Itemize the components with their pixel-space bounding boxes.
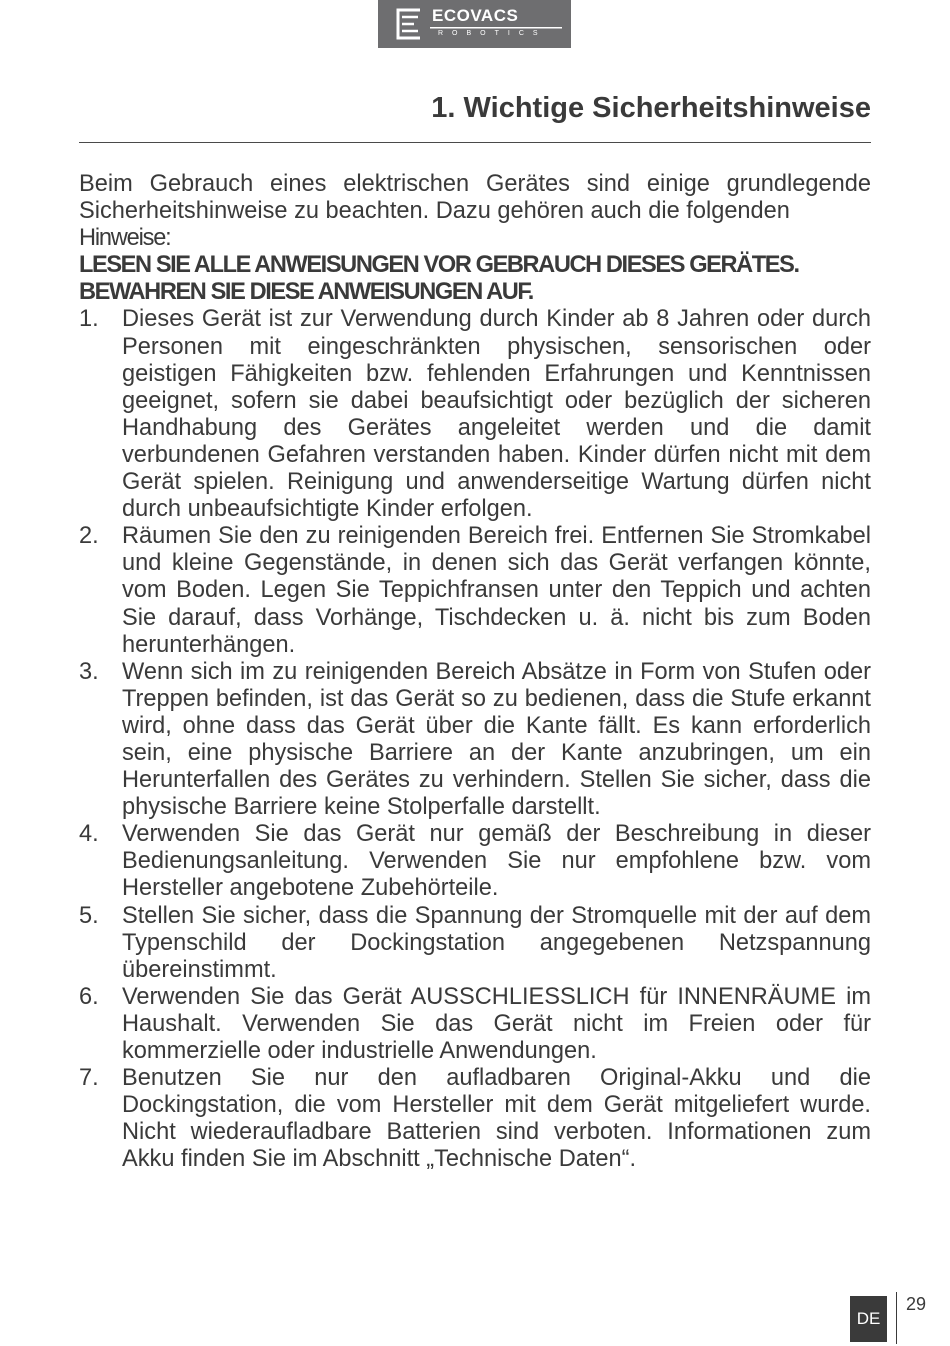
- list-item: [79, 659, 871, 822]
- list-item: [79, 903, 871, 984]
- intro-paragraph-tail: Hinweise:: [79, 225, 171, 252]
- list-item-number: 7.: [79, 1065, 99, 1092]
- warning-line-2: BEWAHREN SIE DIESE ANWEISUNGEN AUF.: [79, 279, 533, 306]
- list-item-number: 6.: [79, 983, 99, 1010]
- brand-name: ECOVACS: [432, 6, 519, 25]
- title-divider: [79, 142, 871, 143]
- list-item-number: 1.: [79, 306, 99, 333]
- list-item-text: Wenn sich im zu reinigenden Bereich Absätze in Form von Stufen oder Treppen befinden, ist das Gerät so zu bedienen, dass die Stufe erkannt wird, ohne dass das Gerät über die Kante fällt. Es kann erforderlich sein, eine physische Barriere an der Kante anzubringen, um ein Herunterfallen des Gerätes zu verhindern. Stellen Sie sicher, dass die physische Barriere keine Stolperfalle darstellt.: [122, 658, 871, 821]
- list-item: [79, 984, 871, 1065]
- footer-divider: [896, 1292, 897, 1344]
- list-item-number: 3.: [79, 658, 99, 685]
- warning-line-1: LESEN SIE ALLE ANWEISUNGEN VOR GEBRAUCH DIESES GERÄTES.: [79, 252, 799, 279]
- brand-subtitle: ROBOTICS: [438, 30, 547, 37]
- list-item-number: 2.: [79, 523, 99, 550]
- language-badge: DE: [850, 1296, 887, 1342]
- list-item: [79, 306, 871, 523]
- list-item-text: Dieses Gerät ist zur Verwendung durch Kinder ab 8 Jahren oder durch Personen mit eingeschränkten physischen, sensorischen oder geistigen Fähigkeiten bzw. fehlenden Erfahrungen und Kenntnissen geeignet, sofern sie dabei beaufsichtigt oder bezüglich der sicheren Handhabung des Gerätes angeleitet werden und die damit verbundenen Gefahren verstanden haben. Kinder dürfen nicht mit dem Gerät spielen. Reinigung und anwenderseitige Wartung dürfen nicht durch unbeaufsichtigte Kinder erfolgen.: [122, 306, 871, 523]
- list-item-text: Räumen Sie den zu reinigenden Bereich frei. Entfernen Sie Stromkabel und kleine Gegenstände, in denen sich das Gerät verfangen könnte, vom Boden. Legen Sie Teppichfransen unter den Teppich und achten Sie darauf, dass Vorhänge, Tischdecken u. ä. nicht bis zum Boden herunterhängen.: [122, 523, 871, 658]
- list-item-number: 5.: [79, 902, 99, 929]
- list-item-text: Verwenden Sie das Gerät nur gemäß der Beschreibung in dieser Bedienungsanleitung. Verwenden Sie nur empfohlene bzw. vom Hersteller angebotene Zubehörteile.: [122, 821, 871, 902]
- list-item-text: Verwenden Sie das Gerät AUSSCHLIESSLICH für INNENRÄUME im Haushalt. Verwenden Sie das Gerät nicht im Freien oder für kommerzielle oder industrielle Anwendungen.: [122, 983, 871, 1064]
- list-item: [79, 821, 871, 902]
- page-number: 29: [906, 1294, 927, 1314]
- safety-list: [79, 306, 871, 1173]
- list-item: [79, 1065, 871, 1173]
- list-item-text: Benutzen Sie nur den aufladbaren Original-Akku und die Dockingstation, die vom Hersteller mit dem Gerät mitgeliefert wurde. Nicht wiederaufladbare Batterien sind verboten. Informationen zum Akku finden Sie im Abschnitt „Technische Daten“.: [122, 1065, 871, 1173]
- list-item: [79, 523, 871, 658]
- list-item-number: 4.: [79, 821, 99, 848]
- safety-content: [79, 171, 871, 1173]
- intro-paragraph: Beim Gebrauch eines elektrischen Gerätes sind einige grundlegende Sicherheitshinweise zu beachten. Dazu gehören auch die folgenden: [79, 171, 871, 225]
- section-title: 1. Wichtige Sicherheitshinweise: [431, 92, 871, 124]
- list-item-text: Stellen Sie sicher, dass die Spannung der Stromquelle mit der auf dem Typenschild der Dockingstation angegebenen Netzspannung übereinstimmt.: [122, 902, 871, 983]
